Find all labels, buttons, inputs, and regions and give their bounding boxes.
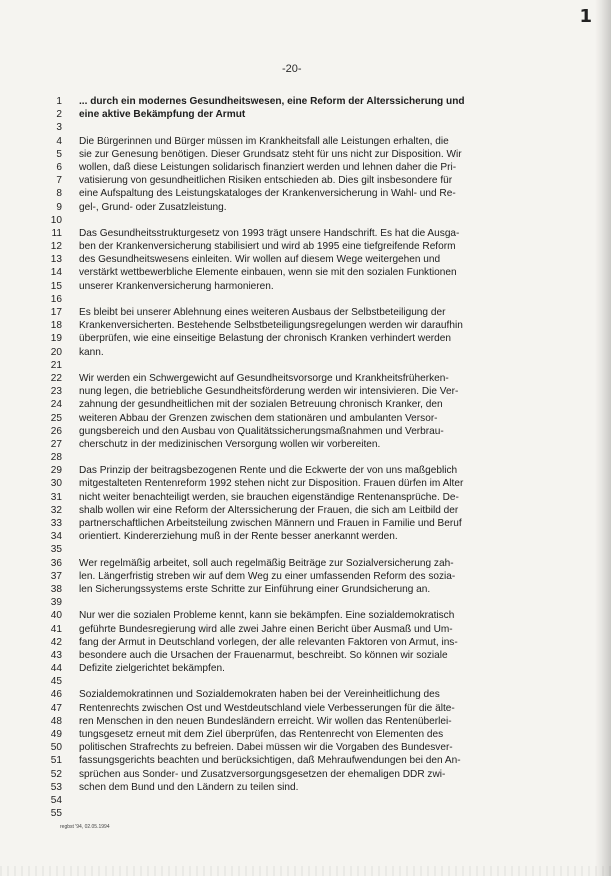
line-text: des Gesundheitswesens einleiten. Wir wollen auf diesem Wege weitergehen und	[79, 254, 441, 266]
line-number: 37	[50, 570, 62, 582]
line-text: gel-, Grund- oder Zusatzleistung.	[79, 201, 227, 213]
line-number: 21	[50, 359, 62, 371]
text-line	[38, 425, 598, 438]
text-line	[38, 412, 598, 425]
line-text: Die Bürgerinnen und Bürger müssen im Krankheitsfall alle Leistungen erhalten, die	[79, 135, 449, 147]
line-text: unserer Krankenversicherung harmonieren.	[79, 280, 274, 292]
text-line	[38, 174, 598, 187]
line-number: 4	[56, 135, 62, 147]
line-text: Es bleibt bei unserer Ablehnung eines weiteren Ausbaus der Selbstbeteiligung der	[79, 307, 446, 318]
line-text: len. Längerfristig streben wir auf dem Weg zu einer umfassenden Reform des sozia-	[79, 570, 456, 582]
line-number: 40	[50, 610, 62, 622]
text-line	[38, 108, 598, 121]
line-number: 14	[50, 267, 62, 279]
line-text: partnerschaftlichen Arbeitsteilung zwischen Männern und Frauen in Familie und Beruf	[79, 518, 462, 529]
text-line	[38, 609, 598, 622]
line-text: Das Prinzip der beitragsbezogenen Rente und die Eckwerte der von uns maßgeblich	[79, 465, 458, 477]
text-line	[38, 781, 598, 794]
line-number: 48	[50, 715, 62, 727]
line-text: ren Menschen in den neuen Bundesländern erreicht. Wir wollen das Rentenüberlei-	[79, 715, 452, 727]
line-number: 53	[50, 781, 62, 793]
line-number: 45	[50, 676, 62, 688]
text-line	[38, 227, 598, 240]
scan-bottom-noise	[0, 866, 611, 876]
line-number: 30	[50, 478, 62, 490]
line-number: 19	[50, 333, 62, 345]
document-body	[38, 95, 598, 820]
line-number: 12	[50, 241, 62, 253]
line-text: politischen Strafrechts zu befreien. Dabei müssen wir die Vorgaben des Bundesver-	[79, 742, 453, 754]
line-number: 38	[50, 583, 62, 595]
line-number: 29	[50, 465, 62, 477]
line-number: 33	[50, 518, 62, 529]
text-line	[38, 491, 598, 504]
line-text: fassungsgerichts beachten und berücksichtigen, daß Mehraufwendungen bei den An-	[79, 755, 461, 767]
text-line	[38, 741, 598, 754]
text-line	[38, 214, 598, 227]
line-number: 34	[50, 531, 62, 543]
text-line	[38, 359, 598, 372]
line-number: 23	[50, 386, 62, 398]
line-number: 15	[50, 280, 62, 292]
page-number: -20-	[282, 63, 302, 75]
line-text: schen dem Bund und den Ländern zu teilen sind.	[79, 781, 299, 793]
line-number: 8	[56, 188, 62, 200]
line-number: 3	[56, 122, 62, 134]
text-line	[38, 702, 598, 715]
line-text: tungsgesetz erneut mit dem Ziel überprüfen, das Rentenrecht von Elementen des	[79, 729, 444, 740]
text-line	[38, 728, 598, 741]
text-line	[38, 768, 598, 781]
text-line	[38, 240, 598, 253]
text-line	[38, 477, 598, 490]
line-text: verstärkt wettbewerbliche Elemente einbauen, wenn sie mit den sozialen Funktionen	[79, 267, 457, 279]
line-text: cherschutz in der medizinischen Versorgung wollen wir vorbereiten.	[79, 438, 381, 450]
text-line	[38, 148, 598, 161]
line-text: geführte Bundesregierung wird alle zwei Jahre einen Bericht über Ausmaß und Um-	[79, 623, 453, 635]
text-line	[38, 398, 598, 411]
line-number: 31	[50, 491, 62, 503]
text-line	[38, 623, 598, 636]
text-line	[38, 346, 598, 359]
line-number: 22	[50, 372, 62, 384]
line-text: sie zur Genesung benötigen. Dieser Grundsatz steht für uns nicht zur Disposition. Wir	[79, 148, 462, 160]
text-line	[38, 438, 598, 451]
text-line	[38, 807, 598, 820]
text-line	[38, 451, 598, 464]
line-text: nung legen, die betriebliche Gesundheitsförderung werden wir intensivieren. Die Ver-	[79, 386, 459, 398]
line-number: 36	[50, 557, 62, 569]
line-number: 11	[51, 227, 62, 239]
text-line	[38, 464, 598, 477]
text-line	[38, 161, 598, 174]
line-number: 1	[56, 96, 62, 107]
line-text: orientiert. Kindererziehung muß in der Rente besser anerkannt werden.	[79, 531, 398, 543]
line-text: weiteren Abbau der Grenzen zwischen dem stationären und ambulanten Versor-	[79, 412, 438, 424]
line-text: mitgestalteten Rentenreform 1992 stehen nicht zur Disposition. Frauen dürfen im Alter	[79, 478, 464, 490]
line-number: 44	[50, 663, 62, 675]
line-text: gungsbereich und den Ausbau von Qualitätssicherungsmaßnahmen und Verbrau-	[79, 425, 444, 437]
footer-note: regbst '94, 02.05.1994	[60, 824, 110, 830]
text-line	[38, 754, 598, 767]
line-text: sprüchen aus Sonder- und Zusatzversorgungsgesetzen der ehemaligen DDR zwi-	[79, 768, 446, 780]
text-line	[38, 557, 598, 570]
line-number: 54	[50, 794, 62, 806]
line-number: 32	[50, 504, 62, 516]
line-number: 41	[50, 623, 62, 635]
line-text: wollen, daß diese Leistungen solidarisch finanziert werden und lehnen daher die Pri-	[79, 161, 457, 173]
line-text: Wer regelmäßig arbeitet, soll auch regelmäßig Beiträge zur Sozialversicherung zah-	[79, 557, 454, 569]
line-number: 25	[50, 412, 62, 424]
line-number: 46	[50, 689, 62, 701]
line-number: 10	[50, 214, 62, 226]
text-line	[38, 688, 598, 701]
text-line	[38, 794, 598, 807]
line-number: 55	[50, 808, 62, 820]
line-number: 6	[56, 161, 62, 173]
line-text: überprüfen, wie eine einseitige Belastung der chronisch Kranken verhindert werden	[79, 333, 452, 345]
line-text: eine aktive Bekämpfung der Armut	[79, 109, 246, 121]
text-line	[38, 372, 598, 385]
line-text: shalb wollen wir eine Reform der Alterssicherung der Frauen, die sich am Leitbild der	[79, 504, 459, 516]
line-text: ben der Krankenversicherung stabilisiert und wird ab 1995 eine tiefgreifende Reform	[79, 241, 456, 253]
text-line	[38, 201, 598, 214]
line-text: nicht weiter benachteiligt werden, sie brauchen eigenständige Rentenansprüche. De-	[79, 491, 459, 503]
line-number: 49	[50, 729, 62, 740]
line-text: kann.	[79, 346, 104, 358]
line-number: 42	[50, 636, 62, 648]
line-text: eine Aufspaltung des Leistungskataloges der Krankenversicherung in Wahl- und Re-	[79, 188, 456, 200]
text-line	[38, 135, 598, 148]
line-text: fang der Armut in Deutschland vorlegen, der alle relevanten Faktoren von Armut, ins-	[79, 636, 458, 648]
line-number: 52	[50, 768, 62, 780]
line-text: vatisierung von gesundheitlichen Risiken entschieden ab. Dies gilt insbesondere für	[79, 175, 453, 187]
line-text: Das Gesundheitsstrukturgesetz von 1993 trägt unsere Handschrift. Es hat die Ausga-	[79, 227, 460, 239]
line-text: Nur wer die sozialen Probleme kennt, kann sie bekämpfen. Eine sozialdemokratisch	[79, 610, 455, 622]
line-number: 16	[50, 293, 62, 305]
text-line	[38, 332, 598, 345]
text-line	[38, 715, 598, 728]
line-number: 7	[56, 175, 62, 187]
line-number: 13	[50, 254, 62, 266]
line-text: Sozialdemokratinnen und Sozialdemokraten haben bei der Vereinheitlichung des	[79, 689, 440, 701]
text-line	[38, 662, 598, 675]
line-number: 9	[56, 201, 62, 213]
line-number: 5	[56, 148, 62, 160]
line-number: 17	[50, 307, 62, 318]
text-line	[38, 187, 598, 200]
text-line	[38, 293, 598, 306]
line-text: besondere auch die Ursachen der Frauenarmut, beschreibt. So können wir soziale	[79, 649, 448, 661]
line-number: 24	[50, 399, 62, 411]
line-number: 20	[50, 346, 62, 358]
line-text: Krankenversicherten. Bestehende Selbstbeteiligungsregelungen werden wir daraufhin	[79, 320, 463, 332]
line-number: 2	[56, 109, 62, 121]
text-line	[38, 266, 598, 279]
text-line	[38, 649, 598, 662]
text-line	[38, 596, 598, 609]
line-text: Wir werden ein Schwergewicht auf Gesundheitsvorsorge und Krankheitsfrüherken-	[79, 372, 449, 384]
line-number: 43	[50, 649, 62, 661]
line-number: 50	[50, 742, 62, 754]
line-text: Rentenrechts zwischen Ost und Westdeutschland viele Verbesserungen für die älte-	[79, 702, 455, 714]
text-line	[38, 530, 598, 543]
text-line	[38, 583, 598, 596]
text-line	[38, 319, 598, 332]
text-line	[38, 306, 598, 319]
line-number: 35	[50, 544, 62, 556]
text-line	[38, 121, 598, 134]
text-line	[38, 570, 598, 583]
corner-mark: 1	[579, 6, 593, 27]
text-line	[38, 280, 598, 293]
text-line	[38, 675, 598, 688]
line-number: 47	[50, 702, 62, 714]
text-line	[38, 517, 598, 530]
line-text: Defizite zielgerichtet bekämpfen.	[79, 663, 225, 675]
line-number: 28	[50, 452, 62, 464]
text-line	[38, 543, 598, 556]
text-line	[38, 636, 598, 649]
line-number: 39	[50, 597, 62, 609]
line-text: zahnung der gesundheitlichen mit der sozialen Betreuung chronisch Kranker, den	[79, 399, 443, 411]
text-line	[38, 253, 598, 266]
line-text: ... durch ein modernes Gesundheitswesen, eine Reform der Alterssicherung und	[79, 96, 465, 107]
text-line	[38, 385, 598, 398]
line-number: 18	[50, 320, 62, 332]
line-number: 26	[50, 425, 62, 437]
text-line	[38, 504, 598, 517]
line-number: 27	[50, 438, 62, 450]
line-text: len Sicherungssystems erste Schritte zur Einführung einer Grundsicherung an.	[79, 583, 431, 595]
line-number: 51	[50, 755, 62, 767]
text-line	[38, 95, 598, 108]
